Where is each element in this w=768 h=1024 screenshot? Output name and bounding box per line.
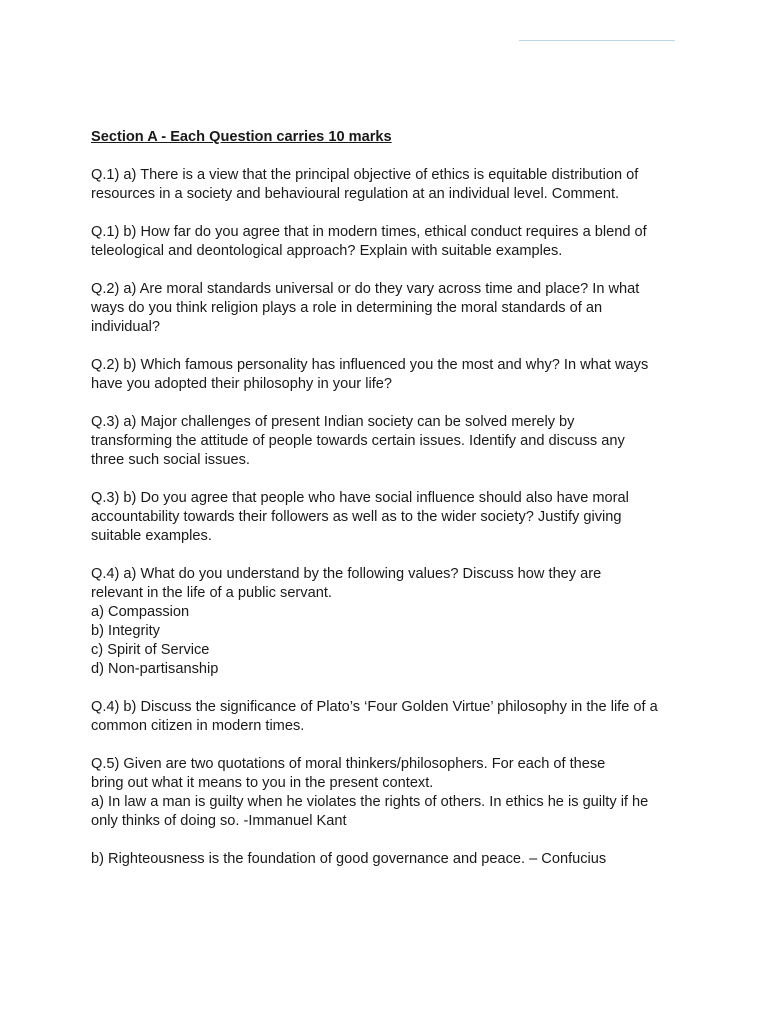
question-line: Q.3) b) Do you agree that people who have social influence should also have moral (91, 490, 629, 506)
question-line: suitable examples. (91, 528, 212, 544)
question-line: Q.3) a) Major challenges of present Indian society can be solved merely by (91, 414, 575, 430)
question-block (91, 413, 691, 470)
question-line: have you adopted their philosophy in your life? (91, 376, 392, 392)
question-block (91, 356, 691, 394)
value-list-item: b) Integrity (91, 623, 160, 639)
header-divider (519, 40, 675, 41)
question-block (91, 850, 691, 869)
question-block (91, 166, 691, 204)
question-line: Q.4) a) What do you understand by the following values? Discuss how they are (91, 566, 602, 582)
question-line: bring out what it means to you in the present context. (91, 775, 434, 791)
quotation-line: a) In law a man is guilty when he violates the rights of others. In ethics he is guilty if he (91, 794, 649, 810)
question-line: accountability towards their followers as well as to the wider society? Justify giving (91, 509, 622, 525)
question-line: resources in a society and behavioural regulation at an individual level. Comment. (91, 186, 620, 202)
question-line: transforming the attitude of people towards certain issues. Identify and discuss any (91, 433, 625, 449)
question-paper-content (91, 128, 691, 888)
value-list-item: a) Compassion (91, 604, 190, 620)
question-block (91, 565, 691, 679)
question-line: relevant in the life of a public servant. (91, 585, 332, 601)
question-line: Q.1) b) How far do you agree that in modern times, ethical conduct requires a blend of (91, 224, 647, 240)
question-line: ways do you think religion plays a role in determining the moral standards of an (91, 300, 603, 316)
question-block (91, 280, 691, 337)
question-block (91, 755, 691, 831)
question-line: teleological and deontological approach? Explain with suitable examples. (91, 243, 563, 259)
question-line: common citizen in modern times. (91, 718, 305, 734)
question-block (91, 489, 691, 546)
question-block (91, 223, 691, 261)
question-line: Q.1) a) There is a view that the principal objective of ethics is equitable distribution of (91, 167, 639, 183)
question-line: three such social issues. (91, 452, 250, 468)
section-title: Section A - Each Question carries 10 marks (91, 129, 392, 145)
quotation-line: only thinks of doing so. -Immanuel Kant (91, 813, 347, 829)
question-block (91, 698, 691, 736)
question-line: individual? (91, 319, 160, 335)
question-line: Q.4) b) Discuss the significance of Plato’s ‘Four Golden Virtue’ philosophy in the life of a (91, 699, 658, 715)
value-list-item: d) Non-partisanship (91, 661, 219, 677)
value-list-item: c) Spirit of Service (91, 642, 210, 658)
question-line: Q.2) a) Are moral standards universal or do they vary across time and place? In what (91, 281, 640, 297)
quotation-line: b) Righteousness is the foundation of good governance and peace. – Confucius (91, 851, 607, 867)
question-line: Q.2) b) Which famous personality has influenced you the most and why? In what ways (91, 357, 649, 373)
question-line: Q.5) Given are two quotations of moral thinkers/philosophers. For each of these (91, 756, 606, 772)
